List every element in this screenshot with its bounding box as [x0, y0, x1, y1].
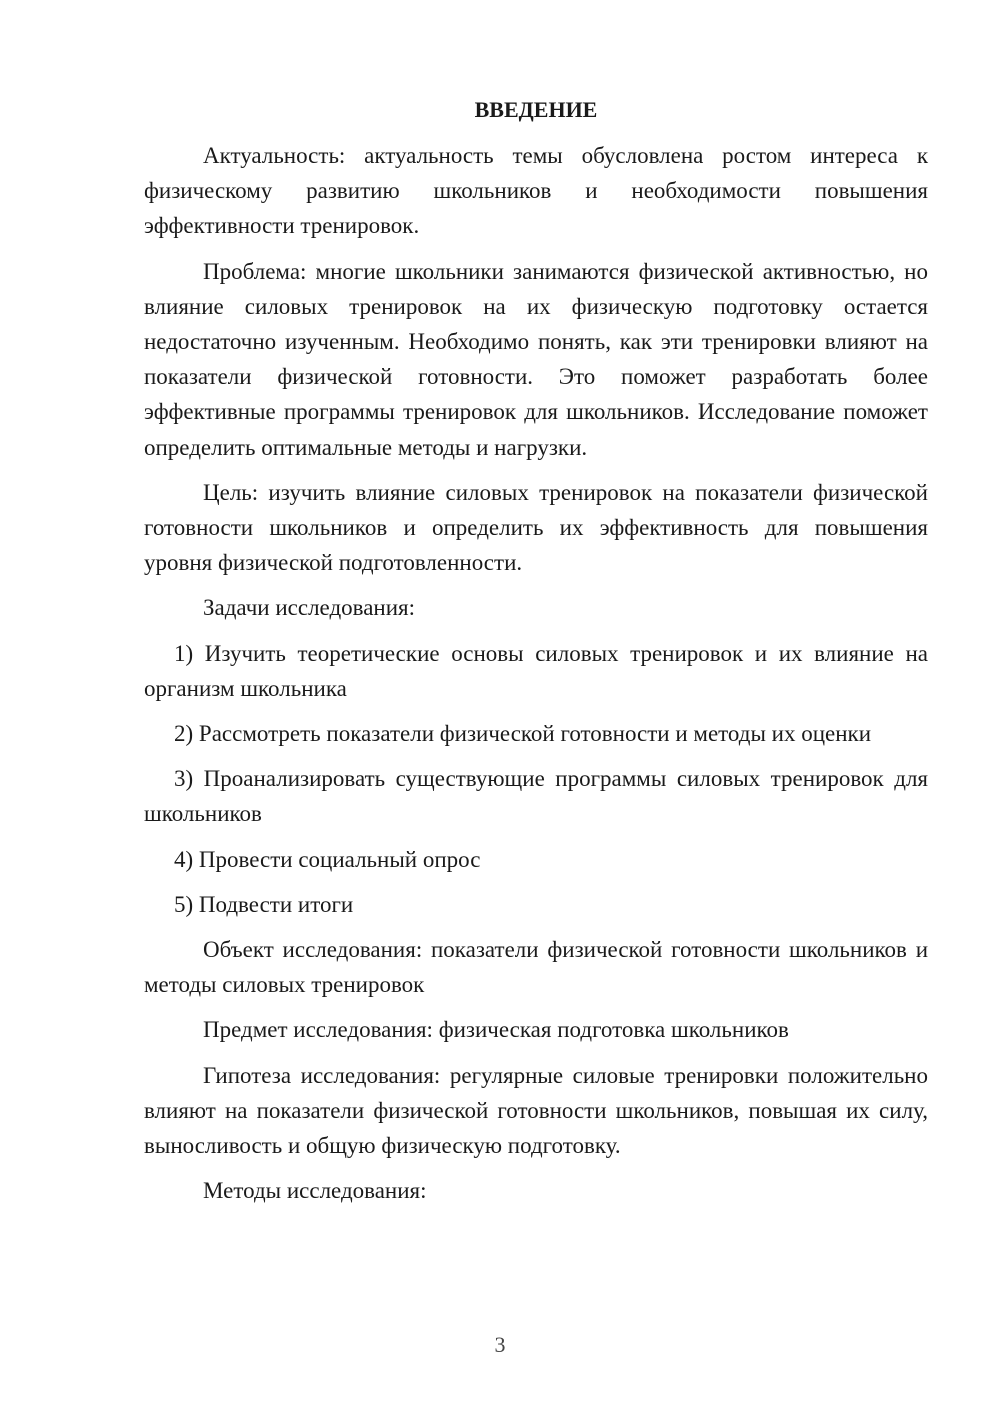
task-item-5: 5) Подвести итоги: [174, 891, 354, 917]
subject-paragraph: Предмет исследования: физическая подготовка школьников: [203, 1017, 789, 1043]
page-number: 3: [494, 1332, 506, 1357]
hypothesis-paragraph: Гипотеза исследования: регулярные силовые тренировки положительно влияют на показатели физической готовности школьников, повышая их силу, выносливость и общую физическую подготовку.: [144, 1062, 928, 1159]
section-title: ВВЕДЕНИЕ: [474, 97, 598, 122]
task-item-4: 4) Провести социальный опрос: [174, 846, 481, 872]
task-item-2: 2) Рассмотреть показатели физической готовности и методы их оценки: [174, 721, 872, 747]
tasks-heading: Задачи исследования:: [203, 595, 416, 621]
relevance-paragraph: Актуальность: актуальность темы обусловлена ростом интереса к физическому развитию школьников и необходимости повышения эффективности тренировок.: [144, 143, 928, 239]
task-item-1: 1) Изучить теоретические основы силовых тренировок и их влияние на организм школьника: [144, 640, 928, 701]
object-paragraph: Объект исследования: показатели физической готовности школьников и методы силовых тренировок: [144, 937, 928, 998]
document-page: [144, 92, 928, 1218]
problem-paragraph: Проблема: многие школьники занимаются физической активностью, но влияние силовых тренировок на их физическую подготовку остается недостаточно изученным. Необходимо понять, как эти тренировки влияют на показатели физической готовности. Это поможет разработать более эффективные программы тренировок для школьников. Исследование поможет определить оптимальные методы и нагрузки.: [144, 258, 928, 460]
methods-paragraph: Методы исследования:: [203, 1178, 427, 1204]
goal-paragraph: Цель: изучить влияние силовых тренировок на показатели физической готовности школьников и определить их эффективность для повышения уровня физической подготовленности.: [144, 479, 928, 576]
task-item-3: 3) Проанализировать существующие программы силовых тренировок для школьников: [144, 766, 928, 827]
